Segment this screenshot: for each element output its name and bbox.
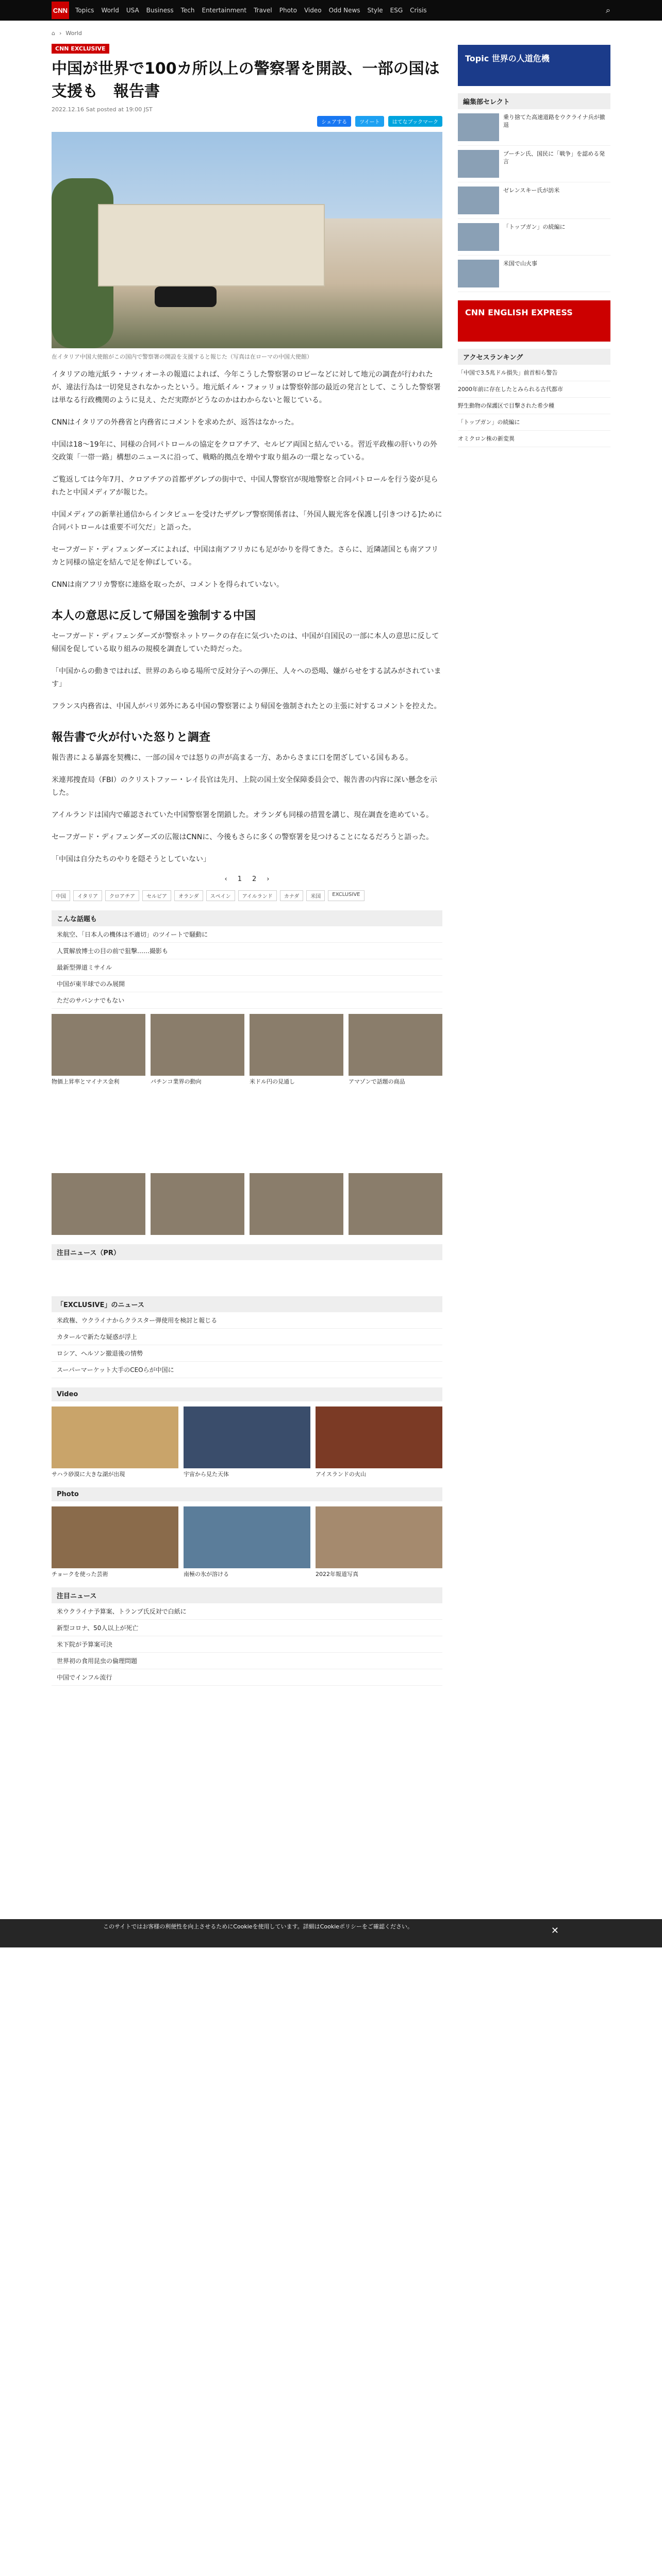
list-item[interactable]	[458, 381, 610, 398]
nav-item[interactable]: Crisis	[410, 7, 427, 14]
latest-title: 注目ニュース	[52, 1587, 442, 1603]
card-title: 米ドル円の見通し	[250, 1078, 295, 1085]
page-link[interactable]: 2	[252, 875, 257, 883]
thumbnail	[349, 1014, 442, 1076]
item-title: 乗り捨てた高速道路をウクライナ兵が撤退	[503, 114, 605, 128]
nav-item[interactable]: Tech	[180, 7, 195, 14]
nav-item[interactable]: USA	[126, 7, 139, 14]
thumbnail	[184, 1406, 310, 1468]
thumbnail	[184, 1506, 310, 1568]
editor-select	[458, 93, 610, 292]
tag[interactable]: アイルランド	[238, 890, 277, 901]
article-paragraph: 報告書による暴露を契機に、一部の国々では怒りの声が高まる一方、あからさまに口を閉ざしている国もある。	[52, 754, 412, 762]
sponsored-card[interactable]	[151, 1014, 244, 1086]
tag[interactable]: クロアチア	[105, 890, 139, 901]
list-item[interactable]: 中国でインフル流行	[52, 1669, 442, 1686]
article-paragraph: フランス内務省は、中国人がパリ郊外にある中国の警察署により帰国を強制されたとの主張に対するコメントを控えた。	[52, 702, 441, 710]
cookie-text: このサイトではお客様の利便性を向上させるためにCookieを使用しています。詳細はCookieポリシーをご確認ください。	[103, 1923, 413, 1930]
nav-item[interactable]: Business	[146, 7, 174, 14]
thumbnail	[349, 1173, 442, 1235]
article-paragraph: 「中国は自分たちのやりを隠そうとしていない」	[52, 855, 210, 863]
thumbnail	[316, 1506, 442, 1568]
sponsored-grid	[52, 1173, 442, 1235]
card-title: アマゾンで話題の商品	[349, 1078, 405, 1085]
latest-list	[52, 1603, 442, 1686]
item-title: プーチン氏、国民に「戦争」を認める発言	[503, 150, 605, 165]
list-item[interactable]	[458, 219, 610, 256]
nav-item[interactable]: Odd News	[328, 7, 360, 14]
list-item[interactable]: 米政権、ウクライナからクラスター弾使用を検討と報じる	[52, 1312, 442, 1329]
main-nav	[75, 7, 427, 14]
facebook-share-button[interactable]: シェアする	[317, 116, 351, 127]
tag[interactable]: 中国	[52, 890, 70, 901]
item-title: 米国で山火事	[503, 260, 537, 267]
item-title: 2000年前に存在したとみられる古代都市	[458, 386, 563, 393]
exclusive-badge: CNN EXCLUSIVE	[52, 44, 109, 54]
thumbnail	[458, 260, 499, 287]
topic-banner[interactable]: Topic 世界の人道危機	[458, 45, 610, 86]
article-paragraph: CNNは南アフリカ警察に連絡を取ったが、コメントを得られていない。	[52, 581, 284, 589]
article-paragraph: アイルランドは国内で確認されていた中国警察署を閉鎖した。オランダも同様の措置を講じ、現在調査を進めている。	[52, 811, 434, 819]
section-heading: 報告書で火が付いた怒りと調査	[52, 731, 211, 744]
article-paragraph: 中国は18～19年に、同様の合同パトロールの協定をクロアチア、セルビア両国と結んでいる。習近平政権の肝いりの外交政策「一帯一路」構想のニュースに沿って、戦略的拠点を増やす取り組みの一環となっている。	[52, 440, 437, 462]
article-paragraph: ご覧返しては今年7月、クロアチアの首都ザグレブの街中で、中国人警察官が現地警察と合同パトロールを行う姿が見られたと中国メディアが報じた。	[52, 476, 438, 497]
share-bar	[52, 116, 442, 127]
thumbnail	[458, 223, 499, 251]
more-topics-title: こんな話題も	[52, 910, 442, 926]
breadcrumb-item[interactable]: World	[65, 30, 82, 37]
home-icon[interactable]: ⌂	[52, 30, 55, 37]
tag-list	[52, 890, 442, 901]
sponsored-grid	[52, 1014, 442, 1086]
tag[interactable]: EXCLUSIVE	[328, 890, 364, 901]
photo-card[interactable]	[184, 1506, 310, 1578]
nav-item[interactable]: Topics	[75, 7, 94, 14]
article-main	[52, 37, 442, 1686]
tag[interactable]: セルビア	[142, 890, 171, 901]
article-paragraph: イタリアの地元紙ラ・ナツィオーネの報道によれば、今年こうした警察署のロビーなどに対して地元の調査が行われたが、違法行為は一切発見されなかったという。地元紙イル・フォッリョは警察幹部の最近の発言として、こうした警察署は単なる行政機関のように見え、ただ実際がどうなのかはわからないと報じている。	[52, 370, 441, 404]
pr-title: 注目ニュース（PR）	[52, 1244, 442, 1260]
car-shape	[155, 286, 217, 307]
exclusive-title: 「EXCLUSIVE」のニュース	[52, 1296, 442, 1312]
thumbnail	[458, 187, 499, 214]
article-paragraph: 中国メディアの新華社通信からインタビューを受けたザグレブ警察関係者は、「外国人観光客を保護し[引きつける]ために合同パトロールは重要不可欠だ」と語った。	[52, 511, 442, 532]
access-ranking	[458, 349, 610, 447]
section-heading: 本人の意思に反して帰国を強制する中国	[52, 609, 256, 622]
article-paragraph: 「中国からの動きではれば、世界のあらゆる場所で反対分子への弾圧、人々への恐喝、嫌がらせをする試みがされています」	[52, 667, 441, 688]
sidebar-section-title: アクセスランキング	[458, 349, 610, 365]
photo-caption: 在イタリア中国大使館がこの国内で警察署の開設を支援すると報じた（写真は在ローマの中国大使館）	[52, 353, 312, 360]
sponsored-card[interactable]	[250, 1014, 343, 1086]
list-item[interactable]: ただのサバンナでもない	[52, 992, 442, 1009]
thumbnail	[458, 113, 499, 141]
list-item[interactable]	[458, 256, 610, 292]
thumbnail	[52, 1406, 178, 1468]
thumbnail	[250, 1014, 343, 1076]
article-paragraph: セーフガード・ディフェンダーズによれば、中国は南アフリカにも足がかりを得てきた。さらに、近隣諸国とも南アフリカと同様の協定を結んで足を伸ばしている。	[52, 546, 439, 567]
list-item[interactable]	[458, 365, 610, 381]
english-express-ad[interactable]: CNN ENGLISH EXPRESS	[458, 300, 610, 342]
tag[interactable]: カナダ	[280, 890, 304, 901]
tag[interactable]: スペイン	[206, 890, 235, 901]
article-photo	[52, 132, 442, 348]
list-item[interactable]	[458, 146, 610, 182]
card-title: アイスランドの火山	[316, 1471, 366, 1478]
list-item[interactable]: 米下院が予算案可決	[52, 1636, 442, 1653]
video-grid	[52, 1406, 442, 1478]
video-card[interactable]	[52, 1406, 178, 1478]
nav-item[interactable]: Video	[304, 7, 322, 14]
video-card[interactable]	[316, 1406, 442, 1478]
sidebar	[458, 37, 610, 1686]
list-item[interactable]: カタールで新たな疑惑が浮上	[52, 1329, 442, 1345]
thumbnail	[52, 1173, 145, 1235]
card-title: 2022年報道写真	[316, 1571, 358, 1578]
list-item[interactable]: 世界初の食用昆虫の倫理問題	[52, 1653, 442, 1669]
card-title: サハラ砂漠に大きな湖が出現	[52, 1471, 125, 1478]
tag[interactable]: オランダ	[174, 890, 203, 901]
tweet-button[interactable]: ツイート	[355, 116, 384, 127]
card-title: 宇宙から見た天体	[184, 1471, 229, 1478]
site-header	[0, 0, 662, 21]
card-title: チョークを使った芸術	[52, 1571, 108, 1578]
thumbnail	[250, 1173, 343, 1235]
item-title: 「中国で3.5兆ドル損失」前首相ら警告	[458, 369, 558, 376]
item-title: ゼレンスキー氏が訪米	[503, 187, 560, 194]
page-link[interactable]: 1	[237, 875, 242, 883]
sponsored-card[interactable]	[52, 1014, 145, 1086]
building-shape	[98, 204, 325, 286]
item-title: 「トップガン」の続編に	[503, 224, 566, 230]
article-paragraph: 米連邦捜査局（FBI）のクリストファー・レイ長官は先月、上院の国土安全保障委員会で、報告書の内容に深い懸念を示した。	[52, 776, 437, 797]
cnn-logo[interactable]: CNN	[52, 2, 69, 19]
list-item[interactable]: 米ウクライナ予算案、トランプ氏反対で白紙に	[52, 1603, 442, 1620]
list-item[interactable]	[458, 414, 610, 431]
item-title: オミクロン株の新変異	[458, 435, 515, 442]
nav-item[interactable]: World	[101, 7, 119, 14]
list-item[interactable]: ロシア、ヘルソン撤退後の情勢	[52, 1345, 442, 1362]
article-paragraph: セーフガード・ディフェンダーズが警察ネットワークの存在に気づいたのは、中国が自国民の一部に本人の意思に反して帰国を促している取り組みの規模を調査していた時だった。	[52, 632, 439, 653]
thumbnail	[458, 150, 499, 178]
sponsored-card[interactable]	[151, 1173, 244, 1235]
item-title: 野生動物の保護区で目撃された希少種	[458, 402, 554, 409]
hatena-bookmark-button[interactable]: はてなブックマーク	[388, 116, 442, 127]
thumbnail	[151, 1014, 244, 1076]
thumbnail	[52, 1014, 145, 1076]
photo-title: Photo	[52, 1487, 442, 1501]
video-card[interactable]	[184, 1406, 310, 1478]
nav-item[interactable]: ESG	[390, 7, 403, 14]
article-paragraph: セーフガード・ディフェンダーズの広報はCNNに、今後もさらに多くの警察署を見つけることになるだろうと語った。	[52, 833, 434, 841]
sponsored-card[interactable]	[250, 1173, 343, 1235]
sponsored-card[interactable]	[349, 1173, 442, 1235]
close-icon[interactable]: ✕	[551, 1925, 559, 1936]
sidebar-section-title: 編集部セレクト	[458, 93, 610, 109]
nav-item[interactable]: Photo	[279, 7, 297, 14]
sponsored-card[interactable]	[52, 1173, 145, 1235]
list-item[interactable]: スーパーマーケット大手のCEOらが中国に	[52, 1362, 442, 1378]
sponsored-card[interactable]	[349, 1014, 442, 1086]
video-title: Video	[52, 1387, 442, 1401]
list-item[interactable]	[458, 431, 610, 447]
photo-card[interactable]	[52, 1506, 178, 1578]
exclusive-list	[52, 1312, 442, 1378]
thumbnail	[52, 1506, 178, 1568]
article-title: 中国が世界で100カ所以上の警察署を開設、一部の国は支援も 報告書	[52, 60, 440, 100]
nav-item[interactable]: Entertainment	[202, 7, 247, 14]
thumbnail	[316, 1406, 442, 1468]
more-topics-list	[52, 926, 442, 1009]
pagination	[52, 875, 442, 883]
thumbnail	[151, 1173, 244, 1235]
cookie-banner	[0, 1919, 662, 1947]
card-title: 南極の氷が溶ける	[184, 1571, 229, 1578]
list-item[interactable]	[458, 109, 610, 146]
list-item[interactable]	[458, 182, 610, 219]
breadcrumb: ⌂ › World	[52, 30, 82, 37]
list-item[interactable]: 新型コロナ、50人以上が死亡	[52, 1620, 442, 1636]
list-item[interactable]: 最新型弾道ミサイル	[52, 959, 442, 976]
nav-item[interactable]: Travel	[254, 7, 272, 14]
photo-card[interactable]	[316, 1506, 442, 1578]
tag[interactable]: イタリア	[73, 890, 102, 901]
prev-page-button[interactable]: ‹	[224, 875, 227, 883]
search-icon[interactable]: ⌕	[606, 5, 610, 15]
list-item[interactable]: 人質解放博士の目の前で狙撃……撮影も	[52, 943, 442, 959]
article-date: 2022.12.16 Sat posted at 19:00 JST	[52, 106, 153, 113]
nav-item[interactable]: Style	[367, 7, 383, 14]
item-title: 「トップガン」の続編に	[458, 419, 520, 426]
list-item[interactable]: 米航空、「日本人の機体は不適切」のツイートで騒動に	[52, 926, 442, 943]
tag[interactable]: 米国	[306, 890, 325, 901]
card-title: パチンコ業界の動向	[151, 1078, 202, 1085]
card-title: 物価上昇率とマイナス金利	[52, 1078, 120, 1085]
article-paragraph: CNNはイタリアの外務省と内務省にコメントを求めたが、返答はなかった。	[52, 418, 299, 427]
next-page-button[interactable]: ›	[267, 875, 270, 883]
list-item[interactable]: 中国が東半球でのみ展開	[52, 976, 442, 992]
photo-grid	[52, 1506, 442, 1578]
list-item[interactable]	[458, 398, 610, 414]
